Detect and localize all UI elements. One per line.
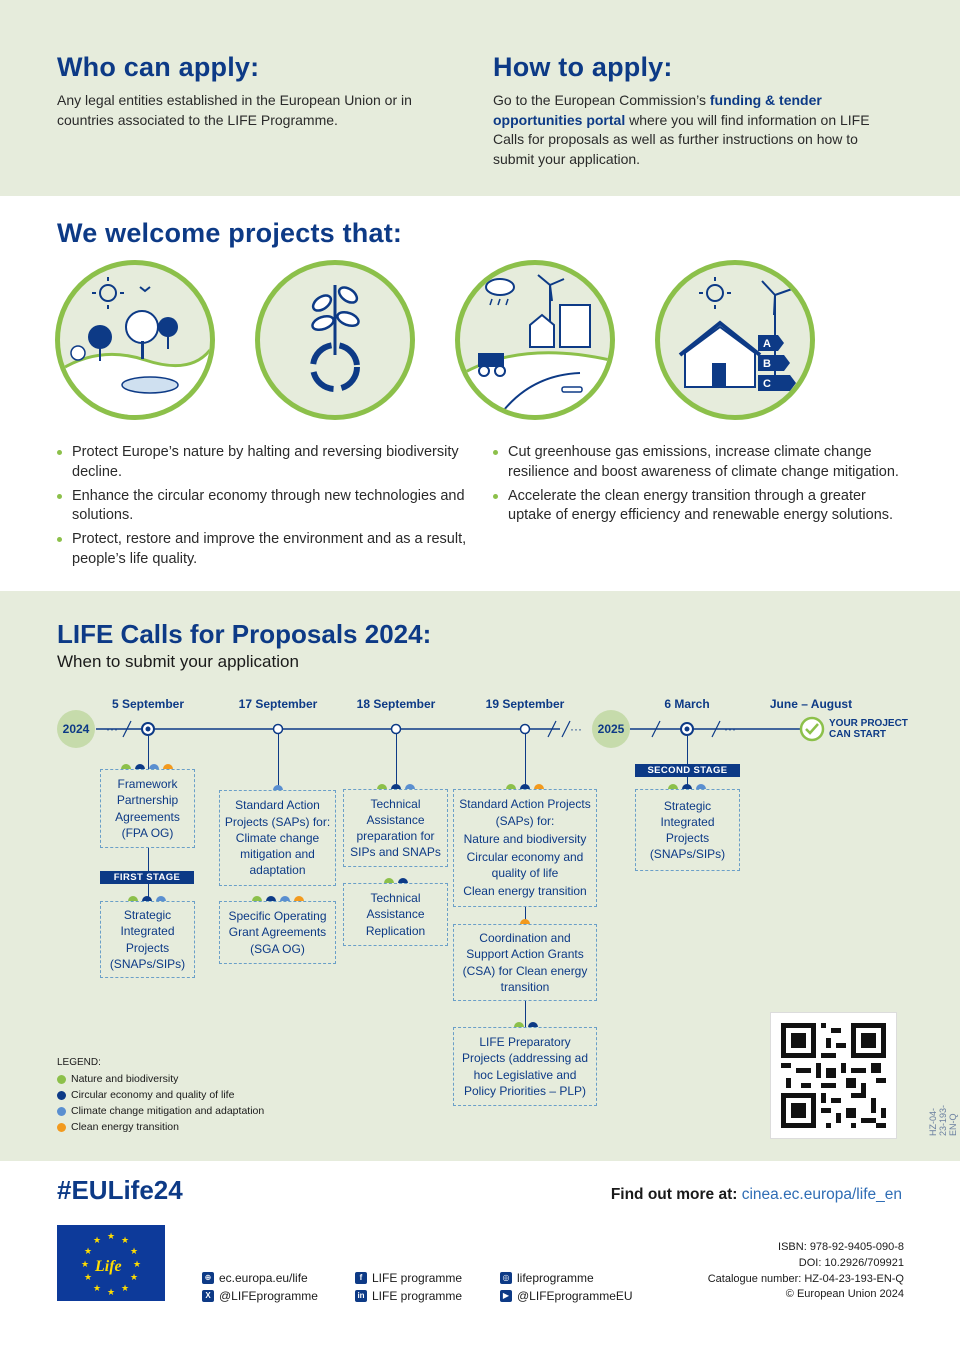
project-start-label (829, 718, 908, 740)
legend-item (57, 1105, 264, 1117)
instagram-icon: ◎ (500, 1272, 512, 1284)
svg-text:★: ★ (107, 1232, 116, 1242)
svg-text:★: ★ (130, 1247, 139, 1257)
catalogue-number: Catalogue number: HZ-04-23-193-EN-Q (707, 1272, 904, 1285)
eu-life-logo (57, 1225, 165, 1301)
circular-economy-plant-icon (255, 260, 415, 420)
social-label: @LIFEprogramme (219, 1289, 318, 1303)
legend-dot-energy (57, 1123, 66, 1132)
social-link-web[interactable] (202, 1271, 308, 1285)
qr-code[interactable] (770, 1012, 897, 1139)
date-label: June – August (769, 697, 853, 711)
welcome-bullets-left (57, 443, 477, 574)
find-out-label: Find out more at: (610, 1186, 742, 1203)
ta-replication-box: Technical Assistance Replication (343, 883, 448, 946)
list-item: Enhance the circular economy through new technologies and solutions. (57, 487, 477, 526)
welcome-heading: We welcome projects that: (57, 218, 403, 248)
svg-text:Life: Life (95, 1258, 122, 1275)
svg-text:C: C (763, 378, 771, 390)
connector (525, 734, 526, 789)
calls-timeline-section (0, 591, 960, 1161)
sap-line: Nature and biodiversity (463, 831, 587, 846)
find-out-more (611, 1186, 902, 1204)
sap-nature-box (453, 789, 597, 907)
svg-text:★: ★ (121, 1284, 130, 1294)
facebook-icon: f (355, 1272, 367, 1284)
date-label: 17 September (238, 697, 318, 711)
social-label: lifeprogramme (517, 1271, 594, 1285)
climate-change-icon (455, 260, 615, 420)
how-text-after: where you will find information on LIFE Calls for proposals as well as further instructions on how to submit your application. (493, 111, 870, 167)
legend-dot-nature (57, 1075, 66, 1084)
apply-info-band (0, 0, 960, 196)
svg-text:···: ··· (724, 722, 736, 736)
list-item: Protect Europe’s nature by halting and reversing biodiversity decline. (57, 443, 477, 482)
second-stage-tag: SECOND STAGE (635, 764, 740, 777)
sip-box-first-stage: Strategic Integrated Projects (SNAPs/SIPs) (100, 901, 195, 978)
list-item: Protect, restore and improve the environment and as a result, people’s life quality. (57, 530, 477, 569)
footer (0, 1161, 960, 1357)
calls-subtitle: When to submit your application (57, 652, 299, 671)
social-link-instagram[interactable] (500, 1271, 594, 1285)
legend-dot-circular (57, 1091, 66, 1100)
social-label: ec.europa.eu/life (219, 1271, 308, 1285)
list-item: Cut greenhouse gas emissions, increase climate change resilience and boost awareness of climate change mitigation. (493, 443, 913, 482)
svg-text:★: ★ (133, 1260, 142, 1270)
svg-text:···: ··· (570, 722, 582, 736)
svg-text:★: ★ (93, 1284, 102, 1294)
legend-title: LEGEND: (57, 1057, 101, 1068)
svg-text:A: A (763, 338, 771, 350)
svg-text:★: ★ (81, 1260, 90, 1270)
nature-landscape-icon (55, 260, 215, 420)
sga-box: Specific Operating Grant Agreements (SGA OG) (219, 901, 336, 964)
svg-text:★: ★ (93, 1236, 102, 1246)
legend-label: Climate change mitigation and adaptation (71, 1105, 265, 1117)
isbn: ISBN: 978-92-9405-090-8 (778, 1241, 904, 1253)
sap-line: Circular economy and quality of life (466, 850, 584, 881)
cinea-link[interactable]: cinea.ec.europa/life_en (741, 1186, 902, 1203)
how-to-apply-text (493, 91, 893, 169)
globe-icon: ⊕ (202, 1272, 214, 1284)
sip-box-second-stage: Strategic Integrated Projects (SNAPs/SIPs) (635, 789, 740, 871)
legend-item (57, 1089, 234, 1101)
x-icon: X (202, 1290, 214, 1302)
legend-label: Circular economy and quality of life (71, 1089, 235, 1101)
social-link-linkedin[interactable] (355, 1289, 462, 1303)
svg-text:★: ★ (107, 1288, 116, 1298)
svg-text:★: ★ (121, 1236, 130, 1246)
first-stage-tag: FIRST STAGE (100, 871, 194, 884)
year-badge: 2025 (592, 710, 630, 748)
legend-item (57, 1121, 179, 1133)
project-start-line: CAN START (829, 729, 887, 740)
legend-item (57, 1073, 178, 1085)
publication-info (708, 1240, 904, 1303)
social-label: LIFE programme (372, 1289, 463, 1303)
social-link-youtube[interactable] (500, 1289, 633, 1303)
calls-title: LIFE Calls for Proposals 2024: (57, 619, 432, 649)
svg-text:★: ★ (84, 1273, 93, 1283)
sap-line: Clean energy transition (463, 884, 587, 899)
plp-box: LIFE Preparatory Projects (addressing ad hoc Legislative and Policy Priorities – PLP) (453, 1027, 597, 1106)
how-to-apply-heading: How to apply: (493, 52, 673, 82)
svg-text:···: ··· (106, 722, 118, 736)
date-label: 19 September (485, 697, 565, 711)
fpa-box: Framework Partnership Agreements (FPA OG) (100, 769, 195, 848)
legend-label: Clean energy transition (71, 1121, 179, 1133)
qr-code-image (771, 1013, 896, 1138)
legend-label: Nature and biodiversity (71, 1073, 179, 1085)
social-label: LIFE programme (372, 1271, 463, 1285)
ta-preparation-box: Technical Assistance preparation for SIPs and SNAPs (343, 789, 448, 867)
who-can-apply-heading: Who can apply: (57, 52, 260, 82)
welcome-projects-section (0, 196, 960, 591)
copyright: © European Union 2024 (785, 1288, 904, 1301)
catalogue-vertical: HZ-04-23-193-EN-Q (928, 1104, 958, 1136)
how-text-before: Go to the European Commission’s (493, 92, 710, 108)
hashtag: #EULife24 (57, 1175, 183, 1205)
social-link-x[interactable] (202, 1289, 318, 1303)
linkedin-icon: in (355, 1290, 367, 1302)
funding-portal-link[interactable]: funding & tender opportunities portal (493, 92, 822, 128)
sap-line: Standard Action Projects (SAPs) for: (459, 797, 591, 828)
year-badge: 2024 (57, 710, 95, 748)
social-label: @LIFEprogrammeEU (517, 1289, 633, 1303)
list-item: Accelerate the clean energy transition through a greater uptake of energy efficiency and renewable energy solutions. (493, 487, 913, 526)
date-label: 18 September (356, 697, 436, 711)
date-label: 5 September (111, 697, 185, 711)
legend-dot-climate (57, 1107, 66, 1116)
who-can-apply-text: Any legal entities established in the European Union or in countries associated to the LIFE Programme. (57, 92, 412, 128)
doi: DOI: 10.2926/709921 (798, 1256, 904, 1269)
project-start-line: YOUR PROJECT (829, 718, 908, 729)
sap-climate-box: Standard Action Projects (SAPs) for: Climate change mitigation and adaptation (219, 790, 336, 886)
svg-text:★: ★ (130, 1273, 139, 1283)
svg-text:★: ★ (84, 1247, 93, 1257)
date-label: 6 March (664, 697, 710, 711)
welcome-bullets-right (493, 443, 913, 530)
social-link-facebook[interactable] (355, 1271, 462, 1285)
connector (396, 734, 397, 789)
youtube-icon: ▶ (500, 1290, 512, 1302)
clean-energy-house-icon (655, 260, 815, 420)
svg-text:B: B (763, 358, 771, 370)
connector (278, 734, 279, 789)
csa-box: Coordination and Support Action Grants (CSA) for Clean energy transition (453, 924, 597, 1001)
